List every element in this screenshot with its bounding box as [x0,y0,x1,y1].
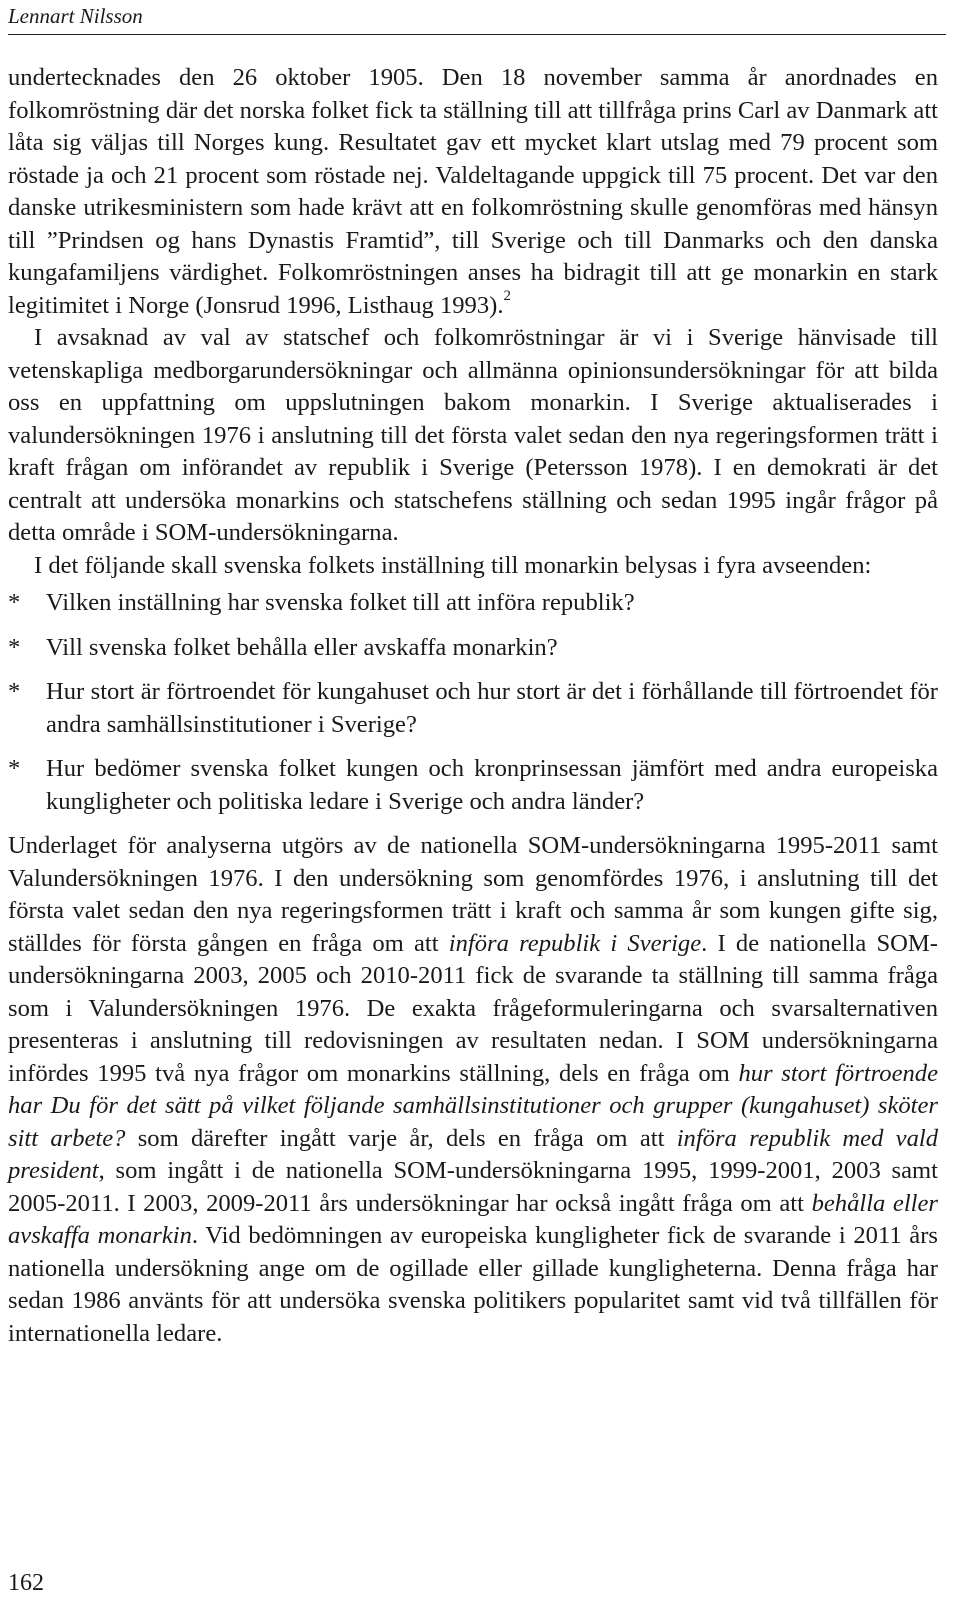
question-text: Vilken inställning har svenska folket till att införa republik? [46,589,635,616]
bullet-asterisk: * [8,633,21,661]
text-run: . I de nationella SOM-undersökningarna 2003, 2005 och 2010-2011 fick de svarande ta ställning till samma fråga som i Valundersökningen 1976. De exakta frågeformuleringarna och svarsalternativen presenteras i anslutning till redovisningen av resultaten nedan. I SOM undersökningarna infördes 1995 två nya frågor om monarkins ställning, dels en fråga om [8,929,938,1087]
running-head-author: Lennart Nilsson [8,4,143,28]
question-list [8,587,938,818]
text-run: . Vid bedömningen av europeiska kungligheter fick de svarande i 2011 års nationella undersökning ange om de ogillade eller gillade kungligheterna. Denna fråga har sedan 1986 använts för att undersöka svenska politikers popularitet samt vid två tillfällen för internationella ledare. [8,1222,938,1347]
paragraph-four-aspects: I det följande skall svenska folkets inställning till monarkin belysas i fyra avseenden: [34,551,872,579]
italic-run: införa republik med vald president [8,1124,938,1184]
text-run: som därefter ingått varje år, dels en fråga om att [125,1124,677,1152]
paragraph-data-sources [8,830,938,1350]
list-item [8,753,938,818]
paragraph-norway-referendum [8,62,938,322]
bullet-asterisk: * [8,678,21,705]
question-text: Vill svenska folket behålla eller avskaffa monarkin? [46,633,558,661]
page-number: 162 [8,1570,44,1596]
paragraph-text: undertecknades den 26 oktober 1905. Den 18 november samma år anordnades en folkomröstning där det norska folket fick ta ställning till att tillfråga prins Carl av Danmark att låta sig väljas till Norges kung. Resultatet gav ett mycket klart utslag med 79 procent som röstade ja och 21 procent som röstade nej. Valdeltagande uppgick till 75 procent. Det var den danske utrikesministern som hade krävt att en folkomröstning skulle genomföras med hänsyn till ”Prindsen og hans Dynastis Framtid”, till Sverige och till Danmarks och den danska kungafamiljens värdighet. Folkomröstningen anses ha bidragit till att ge monarkin en stark legitimitet i Norge (Jonsrud 1996, Listhaug 1993). [8,64,938,319]
header-rule [8,34,946,35]
italic-run: behålla eller avskaffa monarkin [8,1189,938,1249]
list-item [8,587,938,620]
bullet-asterisk: * [8,755,21,782]
list-item [8,676,938,741]
bullet-asterisk: * [8,589,21,616]
italic-run: hur stort förtroende har Du för det sätt på vilket följande samhällsinstitutioner och grupper (kungahuset) sköter sitt arbete? [8,1059,938,1152]
question-text: Hur bedömer svenska folket kungen och kronprinsessan jämfört med andra europeiska kungligheter och politiska ledare i Sverige och andra länder? [46,755,938,815]
footnote-marker: 2 [503,288,511,305]
paragraph-sweden-surveys: I avsaknad av val av statschef och folkomröstningar är vi i Sverige hänvisade till vetenskapliga medborgarundersökningar och allmänna opinionsundersökningar för att bilda oss en uppfattning om uppslutningen bakom monarkin. I Sverige aktualiserades i valundersökningen 1976 i anslutning till det första valet sedan den nya regeringsformen trätt i kraft frågan om införandet av republik i Sverige (Petersson 1978). I en demokrati är det centralt att undersöka monarkins och statschefens ställning och sedan 1995 ingår frågor på detta område i SOM-undersökningarna. [8,324,938,546]
list-item [8,632,938,665]
text-run: , som ingått i de nationella SOM-undersökningarna 1995, 1999-2001, 2003 samt 2005-2011. I 2003, 2009-2011 års undersökningar har också ingått fråga om att [8,1157,938,1217]
italic-run: införa republik i Sverige [448,929,702,957]
page-body [8,62,938,1350]
question-text: Hur stort är förtroendet för kungahuset och hur stort är det i förhållande till förtroendet för andra samhällsinstitutioner i Sverige? [46,678,938,738]
text-run: Underlaget för analyserna utgörs av de nationella SOM-undersökningarna 1995-2011 samt Valundersökningen 1976. I den undersökning som genomfördes 1976, i anslutning till det första valet sedan den nya regeringsformen trätt i kraft och samma år som kungen gifte sig, ställdes för första gången en fråga om att [8,832,938,957]
